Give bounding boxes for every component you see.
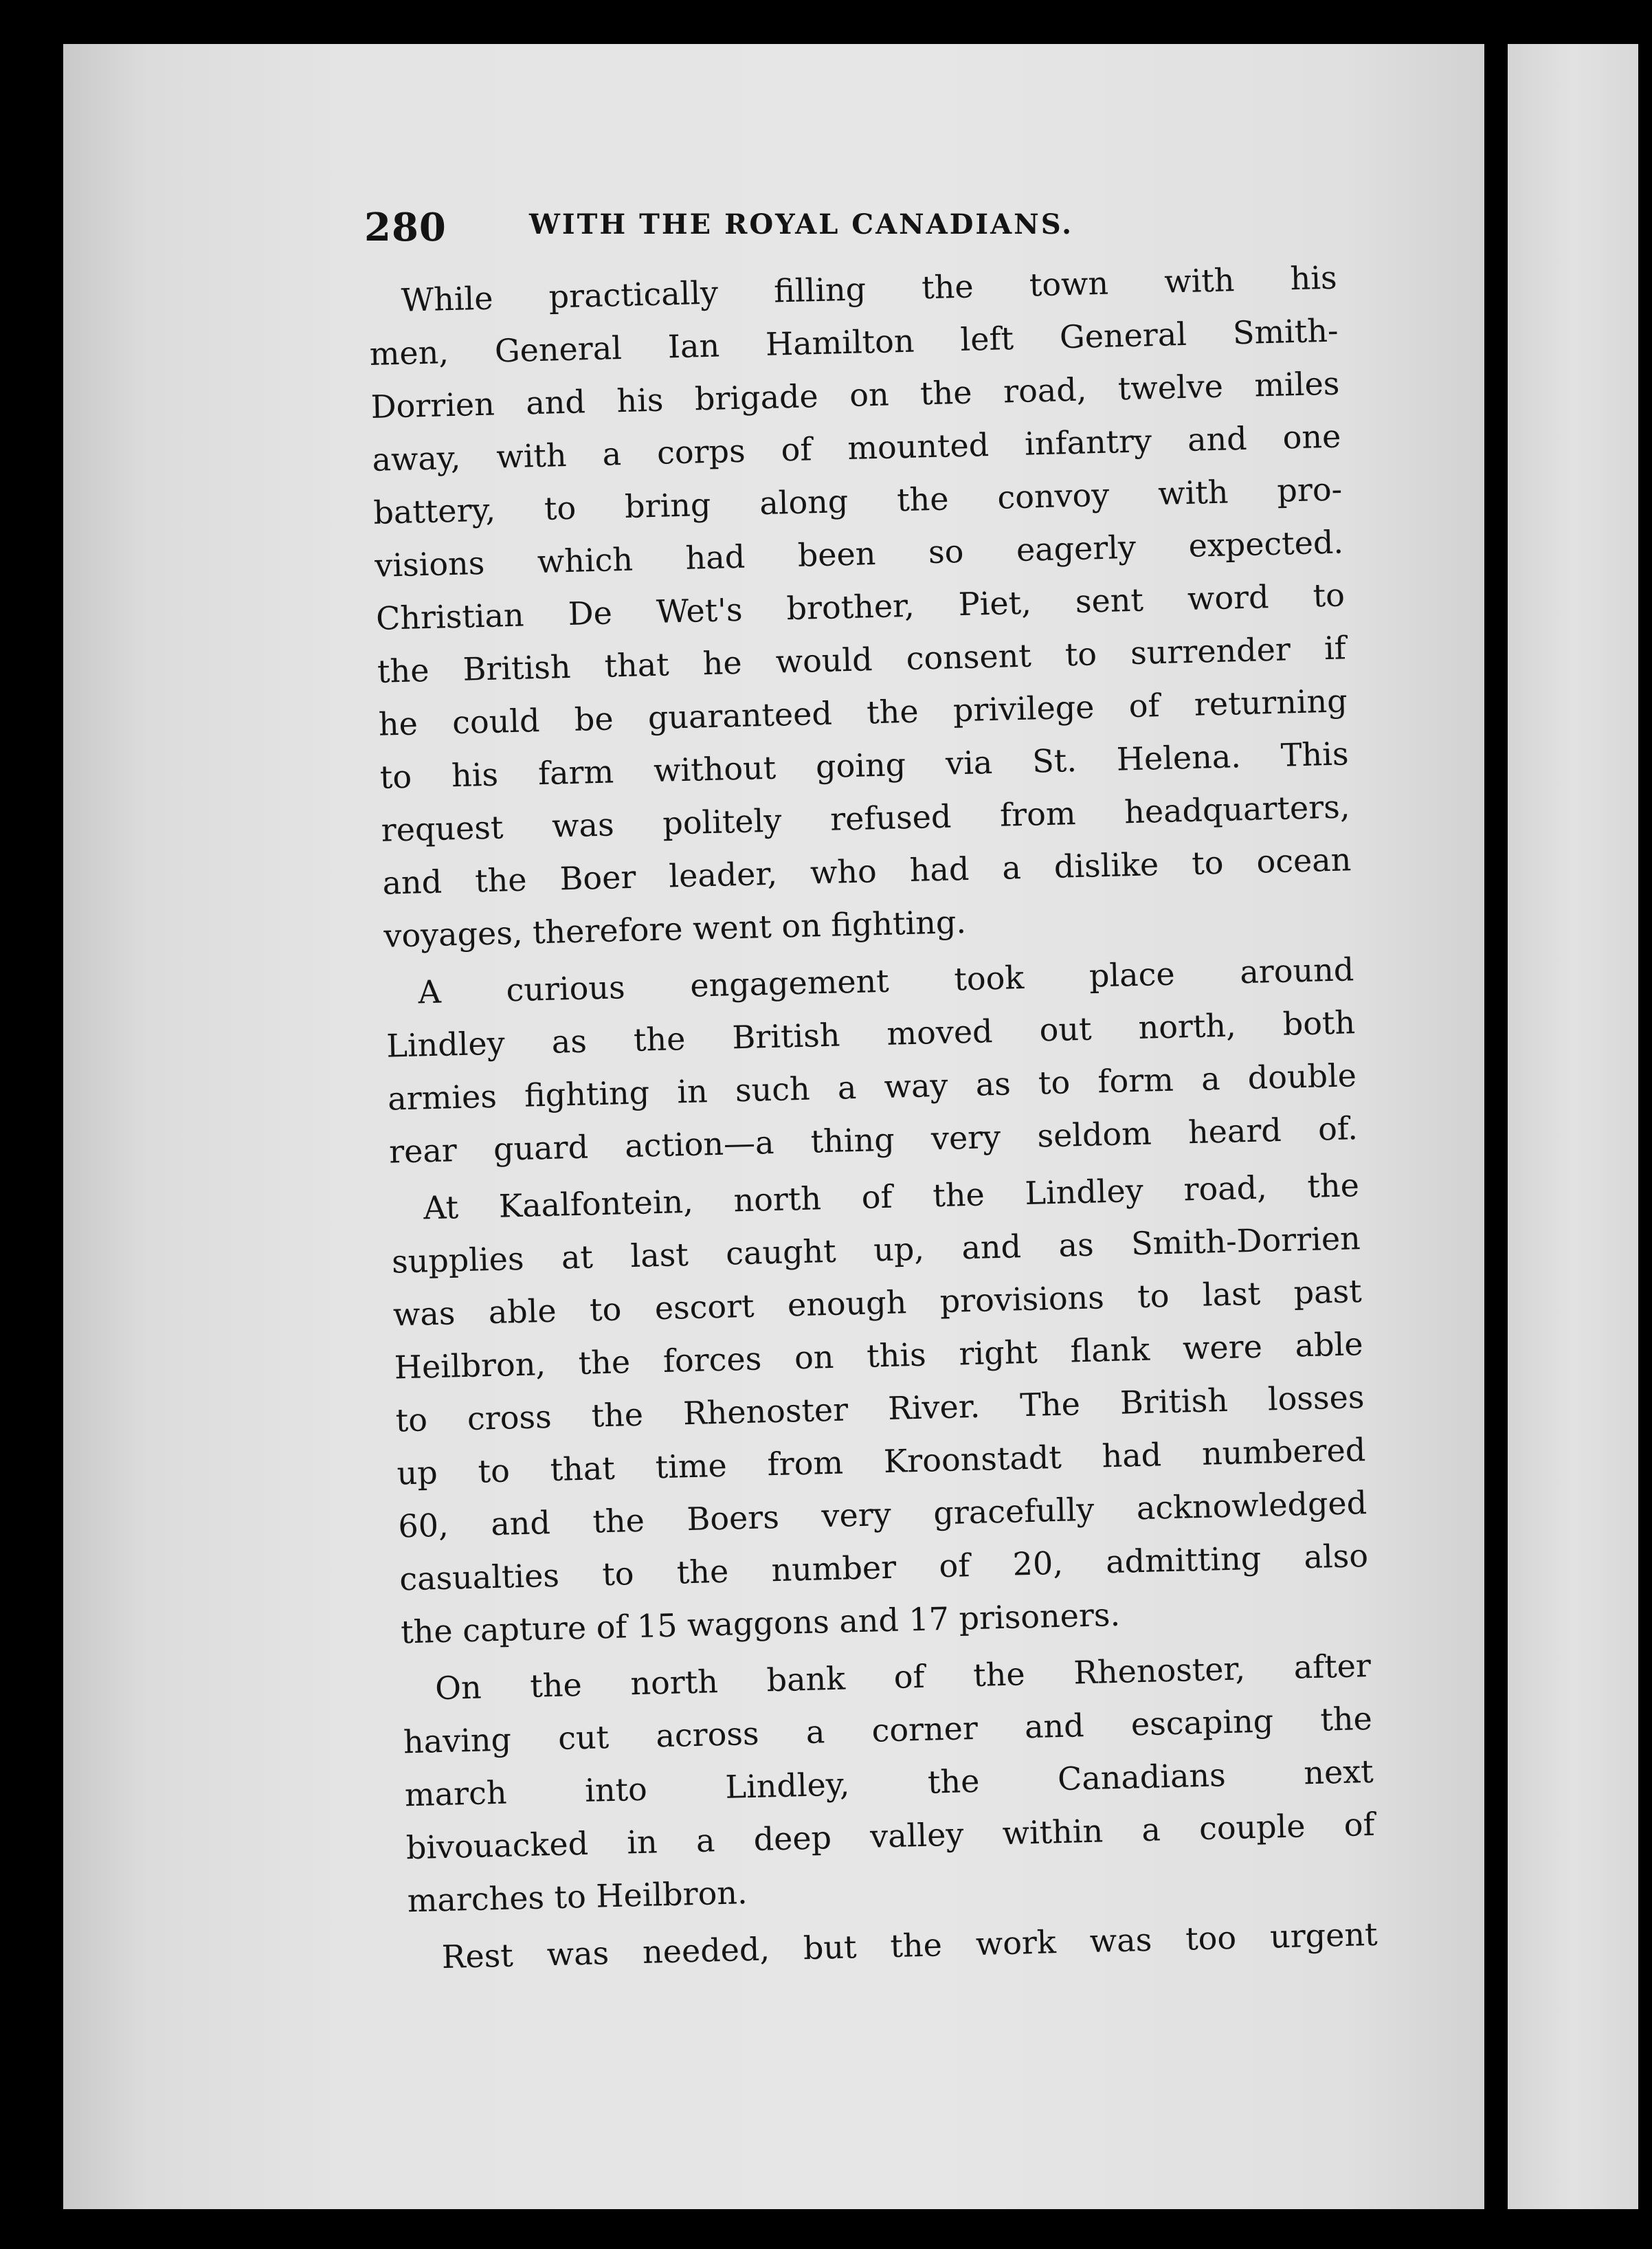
text-line: bivouacked in a deep valley within a couple of bbox=[405, 1805, 1376, 1867]
paragraph bbox=[368, 252, 1353, 963]
text-line: A curious engagement took place around bbox=[417, 951, 1354, 1011]
next-page-edge bbox=[1508, 44, 1638, 2209]
body-text bbox=[368, 252, 1378, 1989]
text-line: casualties to the number of 20, admitting also bbox=[399, 1536, 1369, 1598]
text-line: supplies at last caught up, and as Smith-Dorrien bbox=[391, 1219, 1361, 1281]
text-line: was able to escort enough provisions to last past bbox=[392, 1272, 1363, 1333]
text-line: At Kaalfontein, north of the Lindley road, the bbox=[423, 1166, 1360, 1227]
text-line: armies fighting in such a way as to form a double bbox=[387, 1056, 1357, 1118]
running-head: WITH THE ROYAL CANADIANS. bbox=[529, 208, 1074, 241]
text-line: Heilbron, the forces on this right flank were able bbox=[394, 1325, 1364, 1386]
text-line: On the north bank of the Rhenoster, after bbox=[434, 1646, 1372, 1707]
text-line: Rest was needed, but the work was too urgent bbox=[441, 1915, 1378, 1976]
page-number: 280 bbox=[364, 205, 447, 250]
text-line: voyages, therefore went on fighting. bbox=[383, 903, 967, 955]
text-line: Dorrien and his brigade on the road, twelve miles bbox=[370, 364, 1340, 425]
text-line: he could be guaranteed the privilege of returning bbox=[378, 682, 1348, 743]
text-line: march into Lindley, the Canadians next bbox=[404, 1752, 1374, 1814]
text-line: the British that he would consent to surrender if bbox=[377, 629, 1347, 690]
text-line: rear guard action—a thing very seldom heard of. bbox=[388, 1109, 1359, 1171]
text-line: and the Boer leader, who had a dislike to ocean bbox=[381, 841, 1352, 902]
text-line: away, with a corps of mounted infantry and one bbox=[371, 417, 1341, 478]
text-line: While practically filling the town with his bbox=[401, 258, 1338, 319]
page-gutter bbox=[1484, 0, 1508, 2249]
text-line: the capture of 15 waggons and 17 prisoners. bbox=[400, 1595, 1121, 1651]
text-line: 60, and the Boers very gracefully acknowledged bbox=[397, 1484, 1368, 1545]
text-line: marches to Heilbron. bbox=[407, 1874, 748, 1920]
text-line: request was politely refused from headquarters, bbox=[381, 788, 1350, 849]
text-line: visions which had been so eagerly expected. bbox=[374, 523, 1344, 584]
text-line: to his farm without going via St. Helena. This bbox=[379, 735, 1350, 796]
text-line: battery, to bring along the convoy with pro- bbox=[372, 470, 1343, 531]
text-line: men, General Ian Hamilton left General Smith- bbox=[369, 311, 1339, 373]
text-line: Christian De Wet's brother, Piet, sent word to bbox=[375, 576, 1346, 637]
text-line: Lindley as the British moved out north, both bbox=[386, 1004, 1356, 1065]
paragraph bbox=[385, 943, 1359, 1178]
paragraph bbox=[390, 1159, 1370, 1659]
text-line: having cut across a corner and escaping the bbox=[403, 1699, 1373, 1761]
paragraph bbox=[401, 1639, 1376, 1927]
text-line: to cross the Rhenoster River. The British losses bbox=[395, 1378, 1365, 1439]
text-line: up to that time from Kroonstadt had numbered bbox=[396, 1431, 1366, 1492]
